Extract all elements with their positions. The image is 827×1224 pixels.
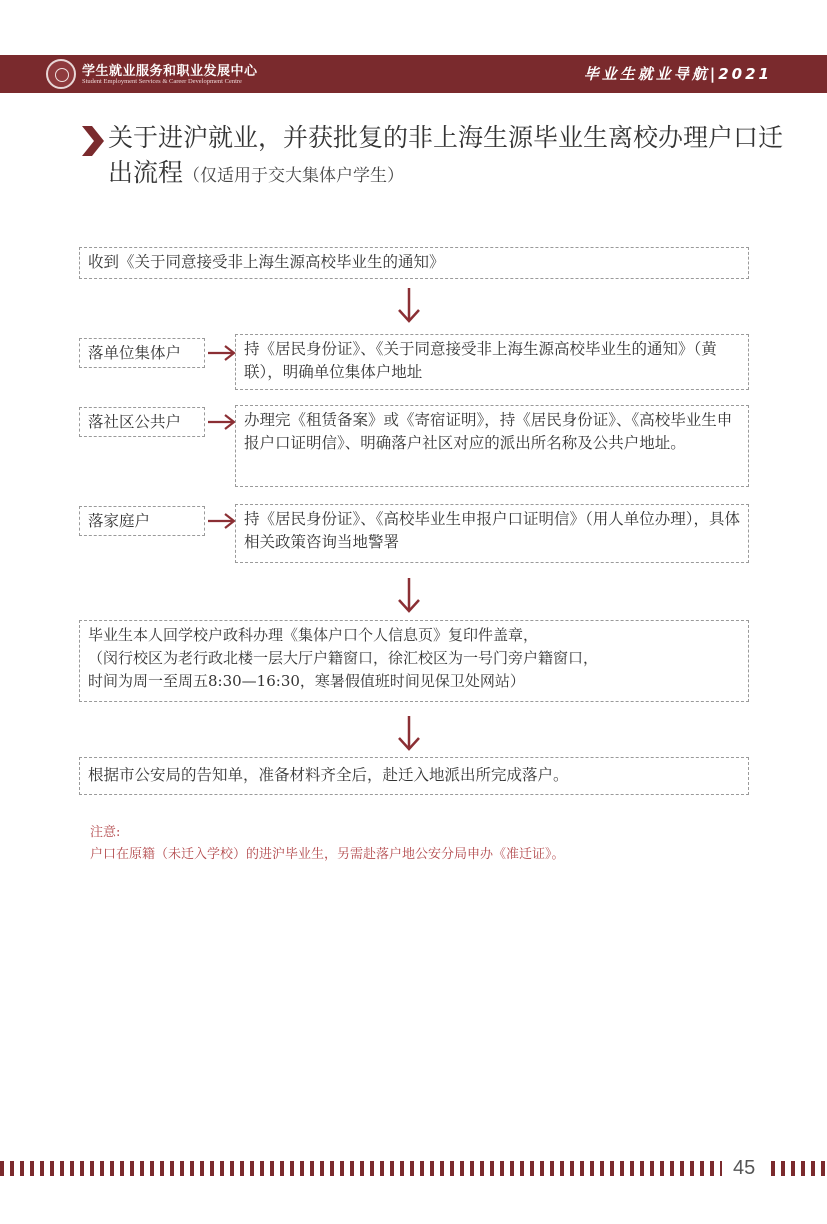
arrow-right-icon xyxy=(208,345,236,361)
page-title xyxy=(108,120,788,194)
arrow-down-icon xyxy=(394,576,424,614)
option-1-label: 落单位集体户 xyxy=(88,344,182,362)
note-label: 注意: xyxy=(90,825,121,840)
footer-ticks-left xyxy=(0,1161,722,1176)
org-name-en: Student Employment Services & Career Development Centre xyxy=(82,78,242,85)
option-label-unit xyxy=(79,338,205,368)
arrow-right-icon xyxy=(208,513,236,529)
arrow-down-icon xyxy=(394,286,424,324)
option-2-detail: 办理完《租赁备案》或《寄宿证明》，持《居民身份证》、《高校毕业生申报户口证明信》、明确落户社区对应的派出所名称及公共户地址。 xyxy=(244,411,733,452)
step-3-line-2: （闵行校区为老行政北楼一层大厅户籍窗口，徐汇校区为一号门旁户籍窗口， xyxy=(88,649,599,667)
chevron-right-icon xyxy=(80,126,106,156)
page-number: 45 xyxy=(733,1157,756,1179)
step-1-text: 收到《关于同意接受非上海生源高校毕业生的通知》 xyxy=(88,253,445,271)
flow-step-4 xyxy=(79,757,749,795)
arrow-right-icon xyxy=(208,414,236,430)
option-2-label: 落社区公共户 xyxy=(88,413,182,431)
option-1-detail: 持《居民身份证》、《关于同意接受非上海生源高校毕业生的通知》（黄联），明确单位集体户地址 xyxy=(244,340,717,381)
option-detail-family xyxy=(235,504,749,563)
header-band xyxy=(0,55,827,93)
arrow-down-icon xyxy=(394,714,424,752)
option-detail-community xyxy=(235,405,749,487)
note-text: 户口在原籍（未迁入学校）的进沪毕业生，另需赴落户地公安分局申办《准迁证》。 xyxy=(90,847,565,862)
option-label-family xyxy=(79,506,205,536)
option-3-label: 落家庭户 xyxy=(88,512,151,530)
university-seal-icon xyxy=(46,59,76,89)
step-3-line-1: 毕业生本人回学校户政科办理《集体户口个人信息页》复印件盖章， xyxy=(88,626,539,644)
footer-ticks-right xyxy=(771,1161,827,1176)
guide-title: 毕业生就业导航|2021 xyxy=(583,65,772,83)
option-label-community xyxy=(79,407,205,437)
step-3-line-3: 时间为周一至周五8:30—16:30，寒暑假值班时间见保卫处网站） xyxy=(88,672,525,690)
step-4-text: 根据市公安局的告知单，准备材料齐全后，赴迁入地派出所完成落户。 xyxy=(88,766,569,784)
option-detail-unit xyxy=(235,334,749,390)
flow-step-3 xyxy=(79,620,749,702)
flow-step-1 xyxy=(79,247,749,279)
title-main: 关于进沪就业，并获批复的非上海生源毕业生离校办理户口迁出流程 xyxy=(108,123,784,187)
option-3-detail: 持《居民身份证》、《高校毕业生申报户口证明信》（用人单位办理），具体相关政策咨询当地警署 xyxy=(244,510,741,551)
org-name-cn: 学生就业服务和职业发展中心 xyxy=(82,64,258,79)
title-sub: （仅适用于交大集体户学生） xyxy=(183,166,405,186)
